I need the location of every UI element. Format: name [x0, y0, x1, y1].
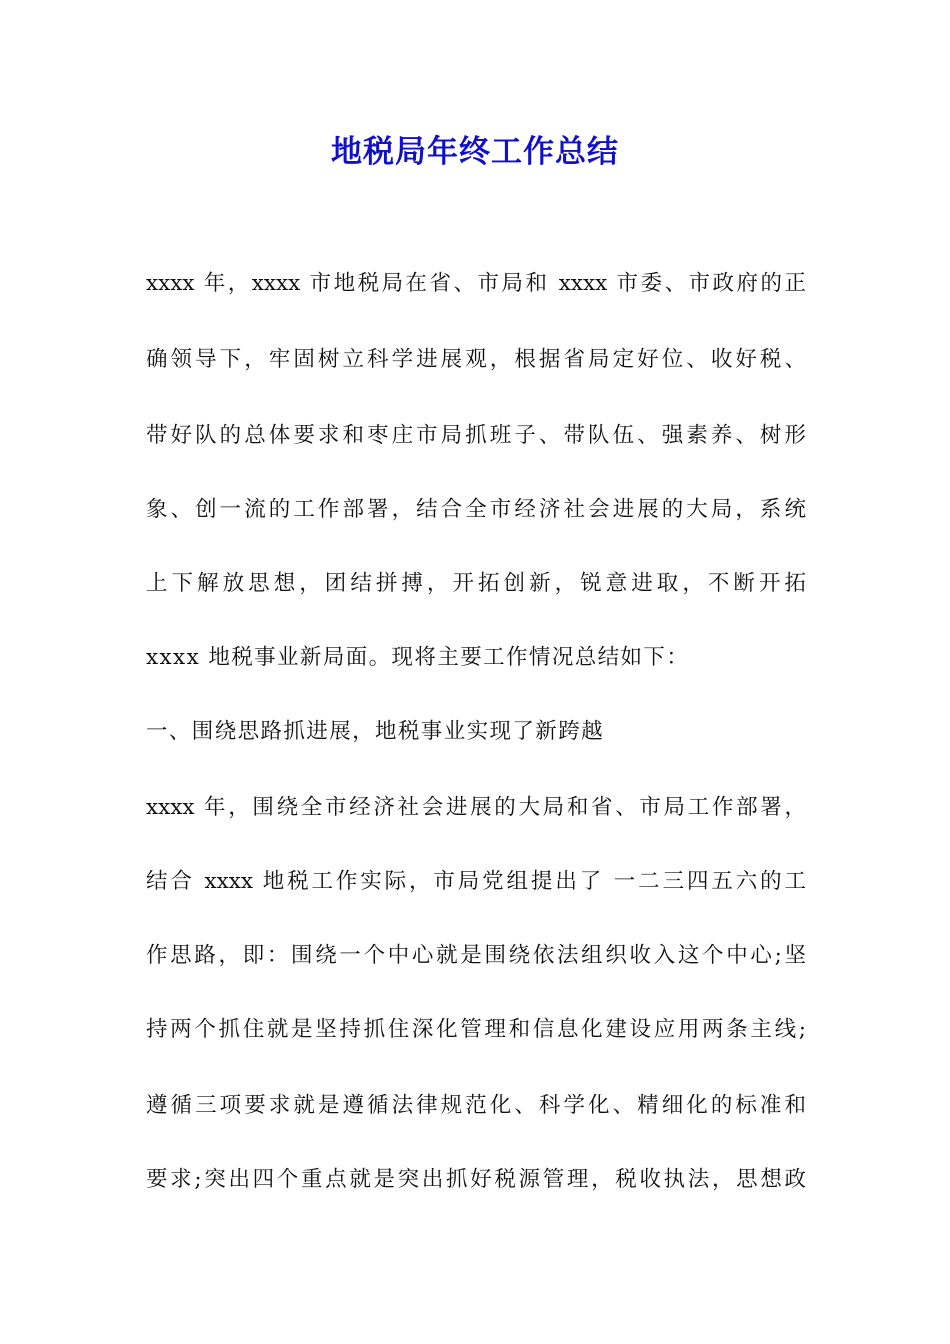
paragraph-line: 结合 xxxx 地税工作实际，市局党组提出了 一二三四五六的工: [146, 869, 806, 894]
section-heading: 一、围绕思路抓进展，地税事业实现了新跨越: [146, 719, 605, 744]
paragraph-line: 确领导下，牢固树立科学进展观，根据省局定好位、收好税、: [146, 347, 806, 372]
paragraph-line: xxxx 年，围绕全市经济社会进展的大局和省、市局工作部署，: [146, 795, 806, 820]
paragraph-line: 带好队的总体要求和枣庄市局抓班子、带队伍、强素养、树形: [146, 423, 806, 448]
paragraph-line: 遵循三项要求就是遵循法律规范化、科学化、精细化的标准和: [146, 1093, 806, 1118]
paragraph-line: 象、创一流的工作部署，结合全市经济社会进展的大局，系统: [146, 497, 806, 522]
paragraph-line: 持两个抓住就是坚持抓住深化管理和信息化建设应用两条主线;: [146, 1017, 806, 1042]
paragraph-line: 作思路，即：围绕一个中心就是围绕依法组织收入这个中心;坚: [146, 943, 806, 968]
paragraph-line: 上下解放思想，团结拼搏，开拓创新，锐意进取，不断开拓: [146, 571, 806, 596]
paragraph-line: xxxx 地税事业新局面。现将主要工作情况总结如下：: [146, 645, 690, 670]
document-title: 地税局年终工作总结: [331, 134, 619, 170]
paragraph-line: 要求;突出四个重点就是突出抓好税源管理，税收执法，思想政: [146, 1167, 806, 1192]
paragraph-line: xxxx 年，xxxx 市地税局在省、市局和 xxxx 市委、市政府的正: [146, 271, 806, 296]
